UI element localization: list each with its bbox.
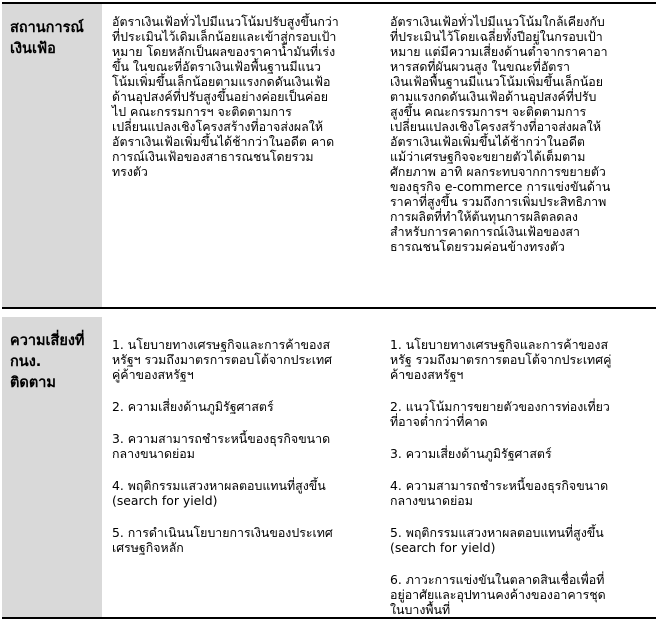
text-line: การณ์เงินเฟ้อของสาธารณชนโดยรวม [112,149,314,164]
row-label-line: ติดตาม [10,375,56,391]
text-line: 3. ความเสี่ยงด้านภูมิรัฐศาสตร์ [390,446,552,461]
text-line: กลางขนาดย่อม [390,493,473,508]
row-label-line: กนง. [10,354,42,370]
comparison-table [2,2,656,619]
text-line: ไป คณะกรรมการฯ จะติดตามการ [112,104,292,119]
risks-current-list [384,317,656,617]
text-line: ศักยภาพ อาทิ ผลกระทบจากการขยายตัว [390,164,606,179]
text-line: เศรษฐกิจหลัก [112,540,184,555]
text-line: 1. นโยบายทางเศรษฐกิจและการค้าของส [390,337,609,352]
text-line: หรัฐ รวมถึงมาตรการตอบโต้จากประเทศคู่ [390,352,612,367]
text-line: โน้มเพิ่มขึ้นเล็กน้อยตามแรงกดดันเงินเฟ้อ [112,74,331,89]
text-line: 2. แนวโน้มการขยายตัวของการท่องเที่ยว [390,399,610,414]
risk-item [390,446,650,461]
text-line: (search for yield) [390,540,496,555]
text-line: อัตราเงินเฟ้อเพิ่มขึ้นได้ช้ากว่าในอดีต [390,134,585,149]
text-line: ค้าของสหรัฐฯ [390,367,464,382]
risks-previous-list [106,317,384,617]
row-label-line: ความเสี่ยงที่ [10,333,85,349]
risks-row [2,317,656,619]
text-line: ธารณชนโดยรวมค่อนข้างทรงตัว [390,239,565,254]
text-line: อัตราเงินเฟ้อเพิ่มขึ้นได้ช้ากว่าในอดีต คาด [112,134,335,149]
inflation-row [2,2,656,309]
text-line: 1. นโยบายทางเศรษฐกิจและการค้าของส [112,337,331,352]
text-line: ของธุรกิจ e-commerce การแข่งขันด้าน [390,179,611,194]
text-line: แม้ว่าเศรษฐกิจจะขยายตัวได้เต็มตาม [390,149,586,164]
risk-item [390,478,650,508]
text-line: หรัฐฯ รวมถึงมาตรการตอบโต้จากประเทศ [112,352,333,367]
text-line: ทรงตัว [112,164,148,179]
row-label-risks [2,317,102,617]
risk-item [112,478,378,508]
risk-item [390,525,650,555]
text-line: คู่ค้าของสหรัฐฯ [112,367,194,382]
text-line: ในบางพื้นที่ [390,602,451,617]
text-line: กลางขนาดย่อม [112,446,195,461]
risk-item [112,525,378,555]
risk-item [390,399,650,429]
risk-item [390,337,650,382]
row-label-line: สถานการณ์ [10,20,84,36]
text-line: หมาย แต่มีความเสี่ยงด้านต่ำจากราคาอา [390,44,608,59]
text-line: ราคาที่สูงขึ้น รวมถึงการเพิ่มประสิทธิภาพ [390,194,607,209]
text-line: 4. พฤติกรรมแสวงหาผลตอบแทนที่สูงขึ้น [112,478,326,493]
text-line: 3. ความสามารถชำระหนี้ของธุรกิจขนาด [112,431,331,446]
text-line: เปลี่ยนแปลงเชิงโครงสร้างที่อาจส่งผลให้ [390,119,601,134]
text-line: อยู่อาศัยและอุปทานคงค้างของอาคารชุด [390,587,606,602]
row-label-inflation [2,4,102,307]
text-line: 5. การดำเนินนโยบายการเงินของประเทศ [112,525,333,540]
text-line: หารสดที่ผันผวนสูง ในขณะที่อัตรา [390,59,570,74]
text-line: ที่ประเมินไว้โดยเฉลี่ยทั้งปีอยู่ในกรอบเป้า [390,29,603,44]
text-line: ด้านอุปสงค์ที่ปรับสูงขึ้นอย่างค่อยเป็นค่อย [112,89,329,104]
text-line: อัตราเงินเฟ้อทั่วไปมีแนวโน้มปรับสูงขึ้นกว่า [112,14,339,29]
inflation-previous-assessment [106,4,384,307]
text-line: 5. พฤติกรรมแสวงหาผลตอบแทนที่สูงขึ้น [390,525,604,540]
risk-item [112,337,378,382]
text-line: ที่อาจต่ำกว่าที่คาด [390,414,488,429]
text-line: เปลี่ยนแปลงเชิงโครงสร้างที่อาจส่งผลให้ [112,119,323,134]
inflation-current-assessment [384,4,656,307]
risk-item [112,399,378,414]
text-line: สูงขึ้น คณะกรรมการฯ จะติดตามการ [390,104,587,119]
risk-item [112,431,378,461]
text-line: ตามแรงกดดันเงินเฟ้อด้านอุปสงค์ที่ปรับ [390,89,597,104]
row-label-line: เงินเฟ้อ [10,41,56,57]
text-line: ขึ้น ในขณะที่อัตราเงินเฟ้อพื้นฐานมีแนว [112,59,321,74]
text-line: หมาย โดยหลักเป็นผลของราคาน้ำมันที่เร่ง [112,44,336,59]
text-line: (search for yield) [112,493,218,508]
text-line: 4. ความสามารถชำระหนี้ของธุรกิจขนาด [390,478,609,493]
text-line: 6. ภาวะการแข่งขันในตลาดสินเชื่อเพื่อที่ [390,572,605,587]
text-line: 2. ความเสี่ยงด้านภูมิรัฐศาสตร์ [112,399,274,414]
text-line: สำหรับการคาดการณ์เงินเฟ้อของสา [390,224,580,239]
text-line: การผลิตที่ทำให้ต้นทุนการผลิตลดลง [390,209,578,224]
text-line: อัตราเงินเฟ้อทั่วไปมีแนวโน้มใกล้เคียงกับ [390,14,605,29]
text-line: เงินเฟ้อพื้นฐานมีแนวโน้มเพิ่มขึ้นเล็กน้อย [390,74,603,89]
text-line: ที่ประเมินไว้เดิมเล็กน้อยและเข้าสู่กรอบเป้า [112,29,337,44]
risk-item [390,572,650,617]
